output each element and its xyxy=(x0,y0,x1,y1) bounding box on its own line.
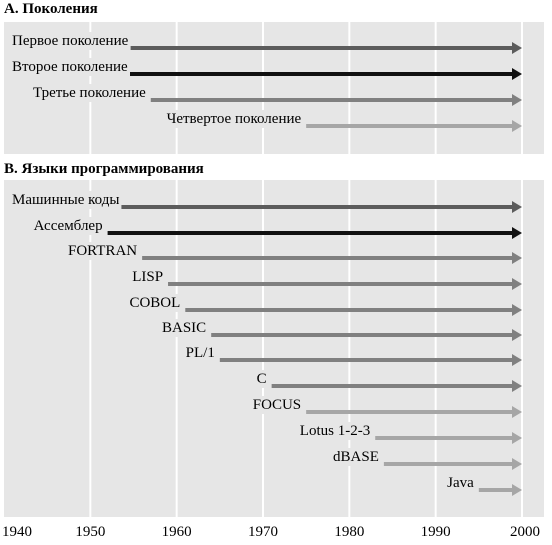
panel-generations xyxy=(4,1,544,154)
language-bar-lisp-label: LISP xyxy=(132,269,164,285)
panel-languages-title: В. Языки программирования xyxy=(4,161,204,177)
x-tick-label-1960: 1960 xyxy=(161,524,192,540)
language-bar-java-label: Java xyxy=(447,475,474,491)
generation-bar-первое-поколение-label: Первое поколение xyxy=(12,33,129,49)
x-tick-label-1980: 1980 xyxy=(334,524,365,540)
x-axis-tick-labels xyxy=(2,524,540,540)
x-tick-label-1990: 1990 xyxy=(420,524,451,540)
language-bar-lotus-1-2-3-label: Lotus 1-2-3 xyxy=(299,423,371,439)
language-bar-cobol-label: COBOL xyxy=(129,295,181,311)
generation-bar-третье-поколение-label: Третье поколение xyxy=(33,85,146,101)
panel-generations-title: А. Поколения xyxy=(4,1,98,17)
language-bar-basic-label: BASIC xyxy=(162,320,207,336)
generation-bar-второе-поколение-label: Второе поколение xyxy=(12,59,128,75)
generation-bar-четвертое-поколение-label: Четвертое поколение xyxy=(166,111,302,127)
x-tick-label-1940: 1940 xyxy=(2,524,32,540)
language-bar-машинные-коды-label: Машинные коды xyxy=(12,192,120,208)
language-bar-dbase-label: dBASE xyxy=(333,449,379,465)
language-bar-focus-label: FOCUS xyxy=(252,397,302,413)
panel-languages xyxy=(2,161,544,540)
x-tick-label-1970: 1970 xyxy=(248,524,278,540)
language-bar-ассемблер-label: Ассемблер xyxy=(33,218,103,234)
language-bar-fortran-label: FORTRAN xyxy=(68,243,138,259)
language-bar-pl-1-label: PL/1 xyxy=(185,345,215,361)
x-tick-label-2000: 2000 xyxy=(510,524,540,540)
language-bar-c-label: C xyxy=(256,371,267,387)
x-tick-label-1950: 1950 xyxy=(75,524,106,540)
